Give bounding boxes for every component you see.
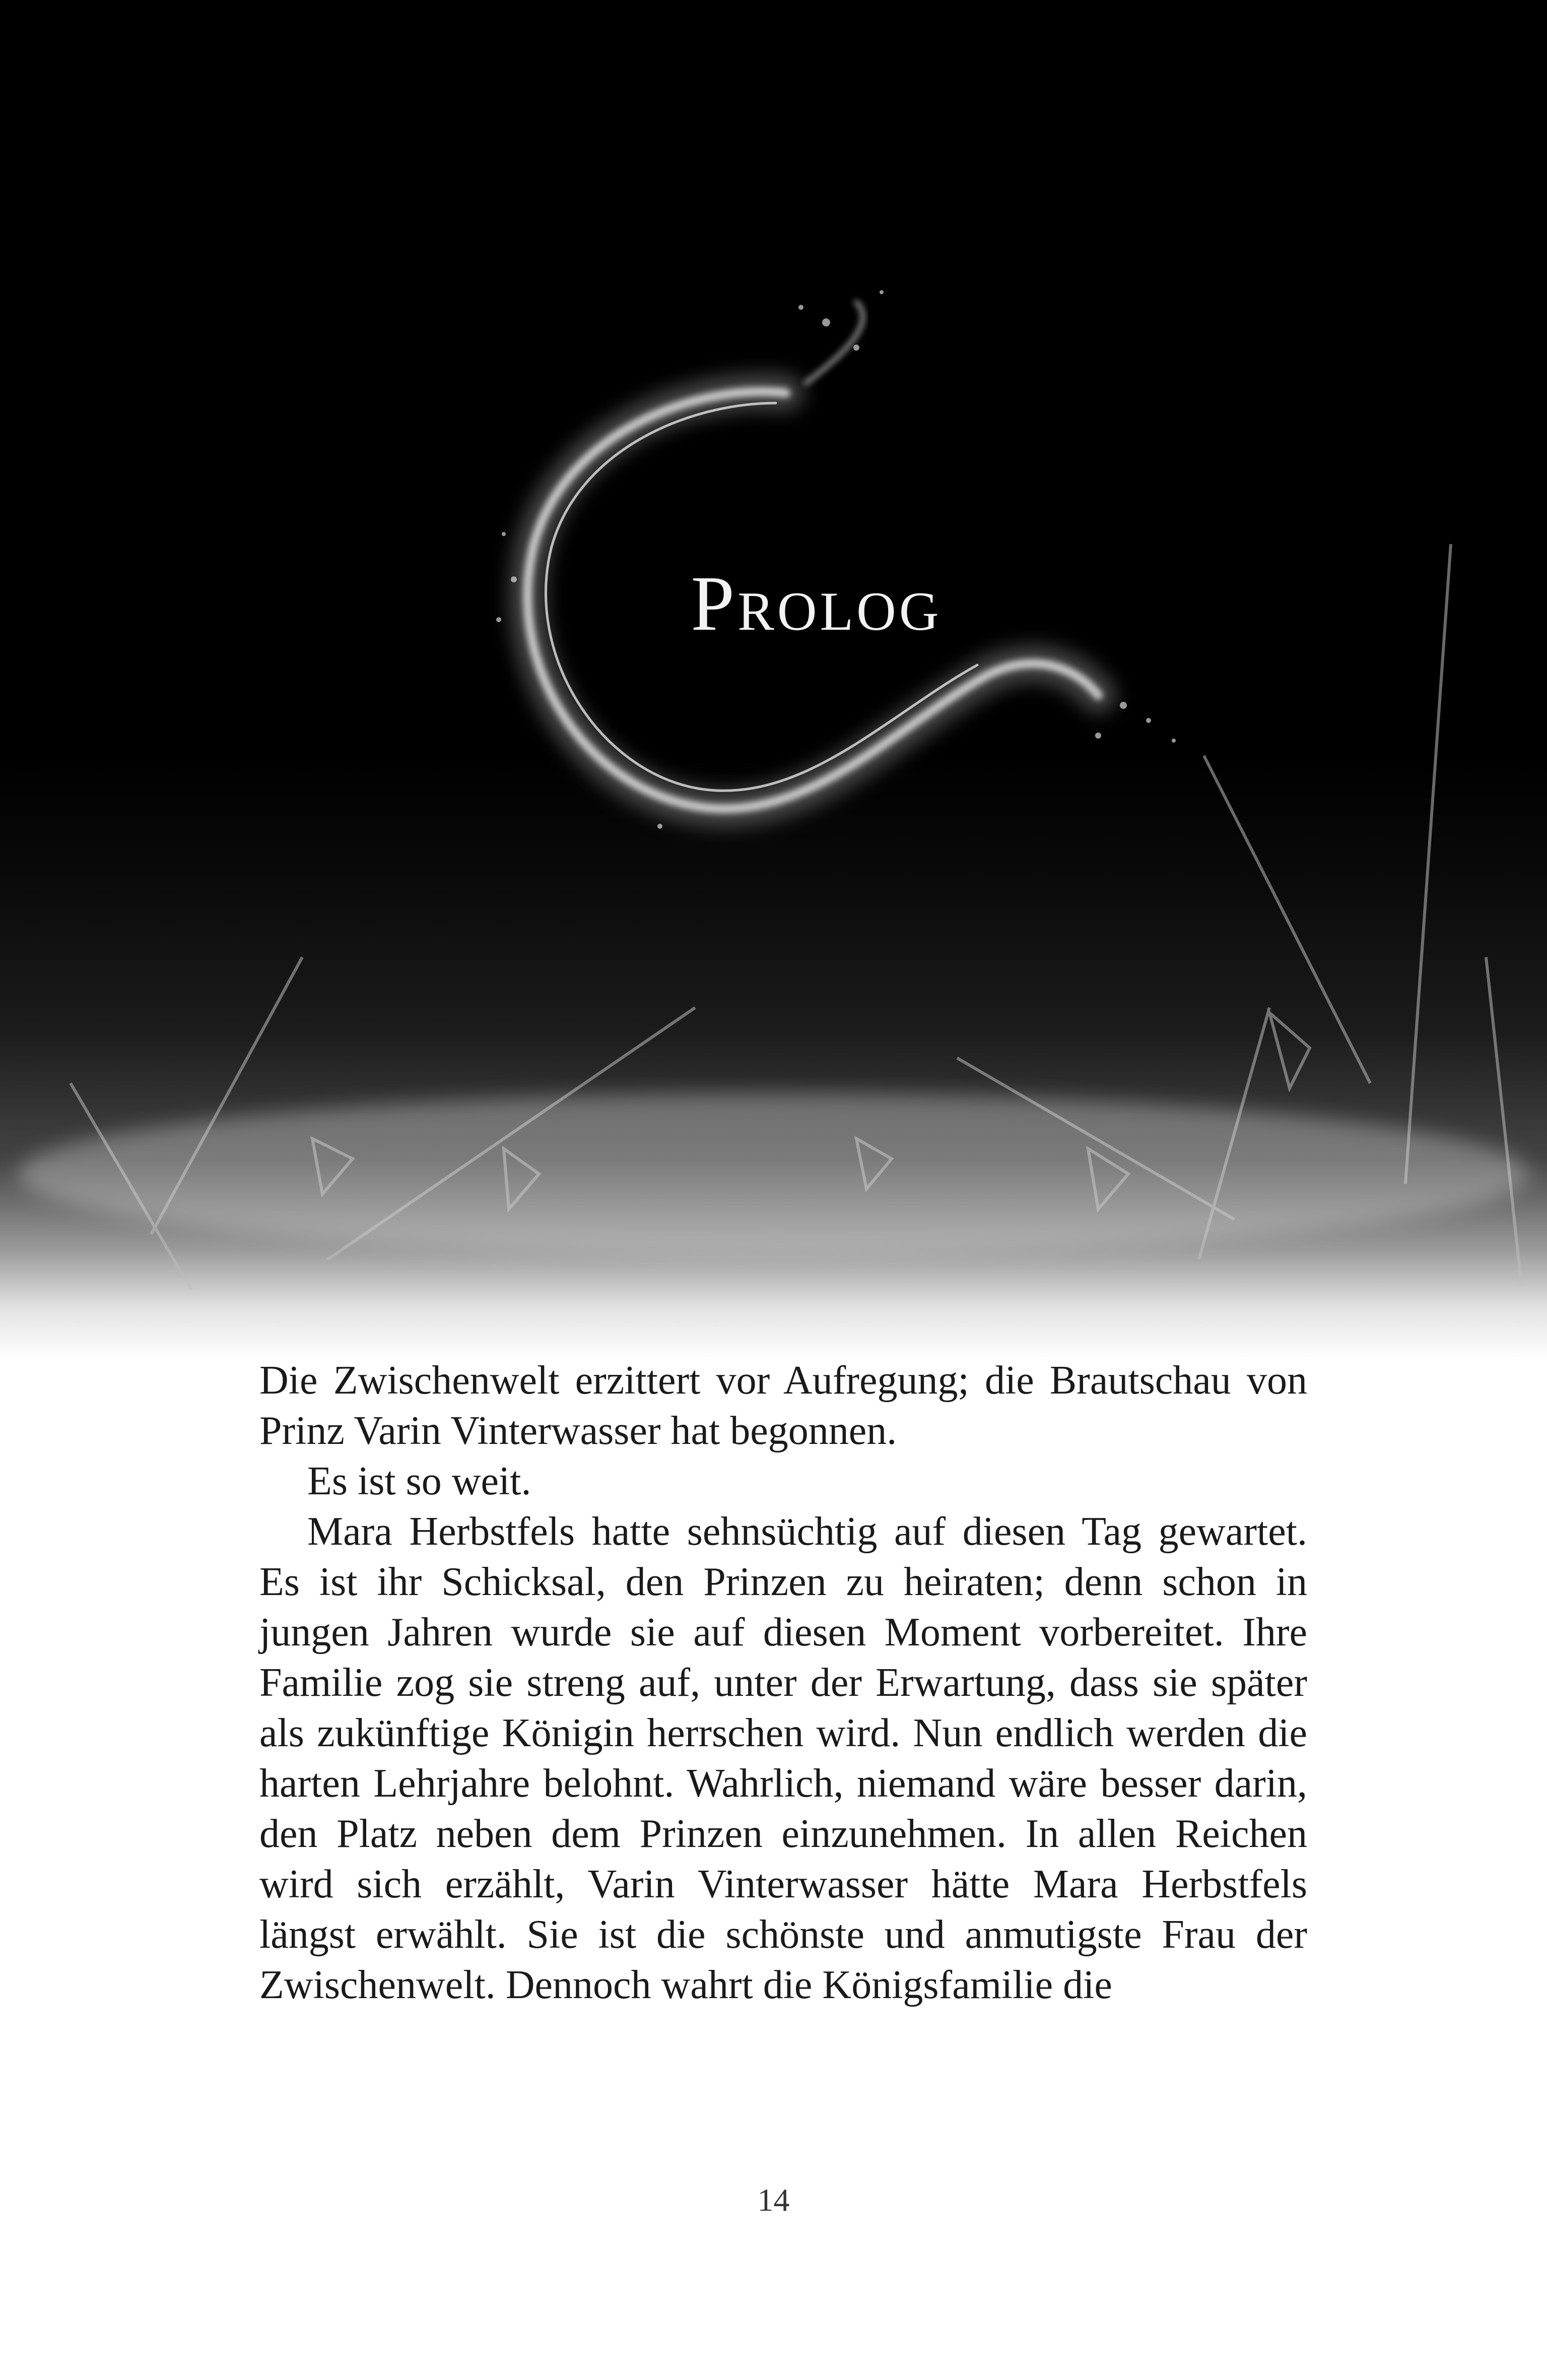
body-text (259, 1355, 1307, 2010)
page-number: 14 (757, 2182, 790, 2218)
paragraph: Die Zwischenwelt erzittert vor Aufregung; die Brautschau von Prinz Varin Vinterwasser hat begonnen. (259, 1358, 1307, 1453)
paragraph: Mara Herbstfels hatte sehnsüchtig auf diesen Tag gewartet. Es ist ihr Schicksal, den Prinzen zu heiraten; denn schon in jungen Jahren wurde sie auf diesen Moment vorbereitet. Ihre Familie zog sie streng auf, unter der Erwartung, dass sie später als zukünftige Königin herrschen wird. Nun endlich werden die harten Lehrjahre belohnt. Wahrlich, niemand wäre besser darin, den Platz neben dem Prinzen einzunehmen. In allen Reichen wird sich erzählt, Varin Vinterwasser hätte Mara Herbstfels längst erwählt. Sie ist die schönste und anmutigste Frau der Zwischenwelt. Dennoch wahrt die Königsfamilie die (259, 1509, 1307, 2007)
chapter-title: Prolog (691, 560, 942, 647)
paragraph: Es ist so weit. (307, 1459, 531, 1503)
